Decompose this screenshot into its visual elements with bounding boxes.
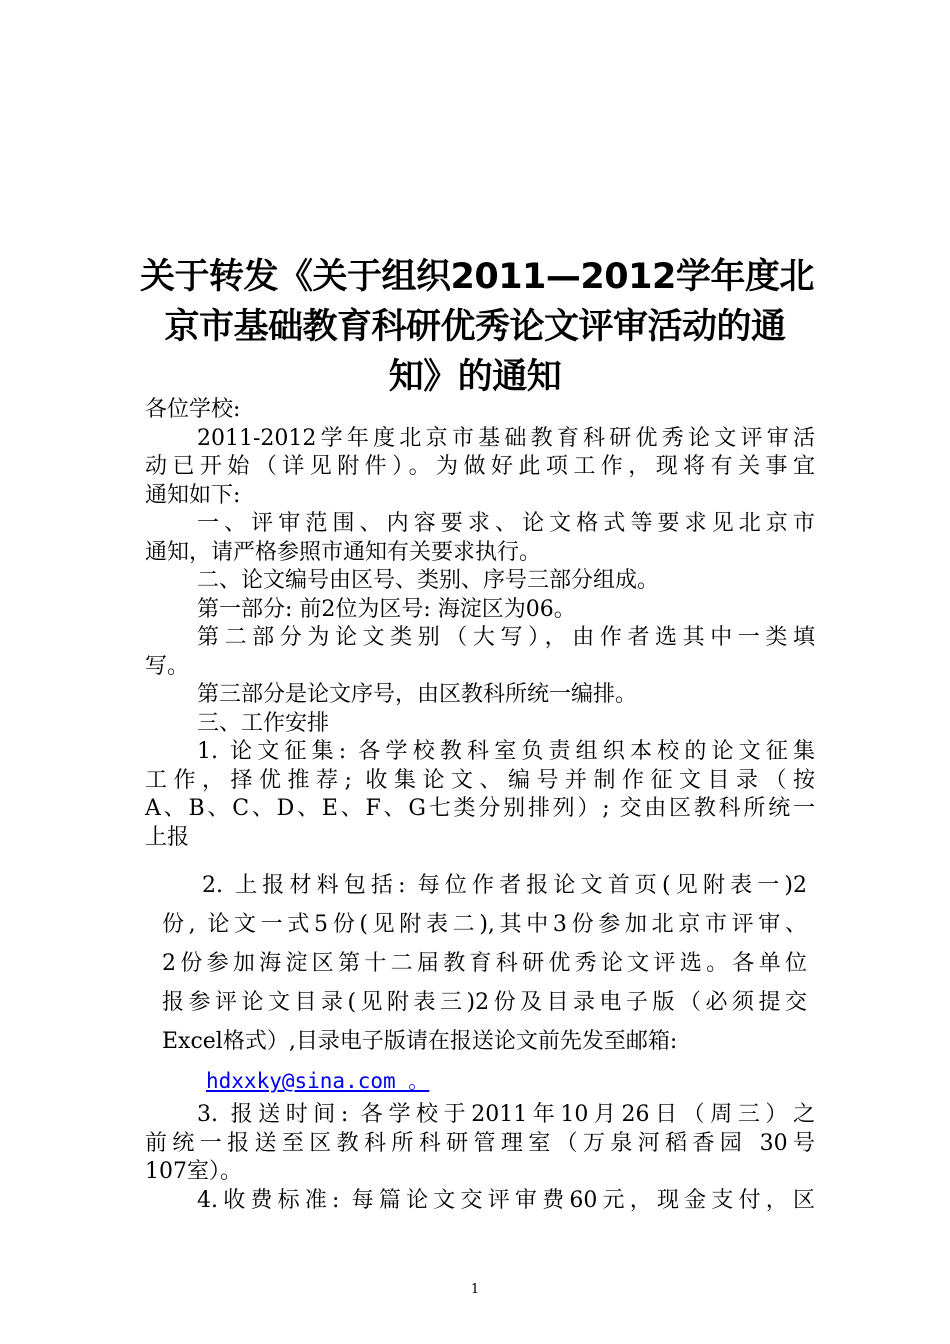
email-suffix: 。	[395, 1069, 430, 1093]
item-one-line: 一、评审范围、内容要求、论文格式等要求见北京市	[197, 511, 815, 536]
title-line: 知》的通知	[388, 357, 562, 397]
item-three: 三、工作安排	[197, 710, 330, 736]
title-line: 关于转发《关于组织2011—2012学年度北	[140, 257, 814, 297]
email-line	[206, 1066, 429, 1096]
part-three: 第三部分是论文序号，由区教科所统一编排。	[197, 682, 638, 707]
work-two-line: 2. 上报材料包括: 每位作者报论文首页(见附表一)2	[202, 873, 807, 898]
part-two-line: 写。	[145, 653, 190, 679]
work-one-line: 1. 论文征集: 各学校教科室负责组织本校的论文征集	[197, 739, 815, 764]
work-two-line: 2份参加海淀区第十二届教育科研优秀论文评选。各单位	[162, 951, 807, 976]
part-one: 第一部分: 前2位为区号: 海淀区为06。	[197, 596, 576, 622]
work-three-line: 3. 报送时间: 各学校于2011年10月26日（周三）之	[197, 1102, 815, 1127]
document-body	[145, 396, 815, 852]
work-one-line: A、B、C、D、E、F、G七类分别排列）; 交由区教科所统一	[145, 796, 815, 821]
page-number: 1	[470, 1282, 480, 1297]
work-three-line: 前统一报送至区教科所科研管理室（万泉河稻香园 30号	[145, 1130, 815, 1156]
item-one-line: 通知，请严格参照市通知有关要求执行。	[145, 539, 542, 565]
email-link[interactable]: hdxxky@sina.com	[206, 1069, 396, 1093]
work-two-paragraph	[162, 866, 807, 1061]
work-three-four	[145, 1101, 815, 1215]
work-two-line: Excel格式）,目录电子版请在报送论文前先发至邮箱:	[162, 1029, 678, 1054]
intro-line: 2011-2012学年度北京市基础教育科研优秀论文评审活	[197, 425, 815, 451]
work-three-line: 107室）。	[145, 1159, 242, 1184]
intro-line: 通知如下:	[145, 482, 241, 508]
work-two-line: 报参评论文目录(见附表三)2份及目录电子版（必须提交	[162, 990, 807, 1015]
part-two-line: 第二部分为论文类别（大写），由作者选其中一类填	[197, 625, 815, 650]
salutation: 各位学校:	[145, 397, 241, 422]
intro-line: 动已开始（详见附件）。为做好此项工作，现将有关事宜	[145, 454, 815, 479]
work-one-line: 工作，择优推荐; 收集论文、编号并制作征文目录（按	[145, 767, 815, 793]
work-one-line: 上报	[145, 824, 190, 850]
work-four-line: 4.收费标准: 每篇论文交评审费60元，现金支付，区	[197, 1187, 815, 1213]
item-two: 二、论文编号由区号、类别、序号三部分组成。	[197, 568, 660, 593]
title-line: 京市基础教育科研优秀论文评审活动的通	[164, 307, 786, 347]
document-title	[140, 252, 814, 402]
work-two-line: 份, 论文一式5份(见附表二),其中3份参加北京市评审、	[162, 912, 807, 937]
